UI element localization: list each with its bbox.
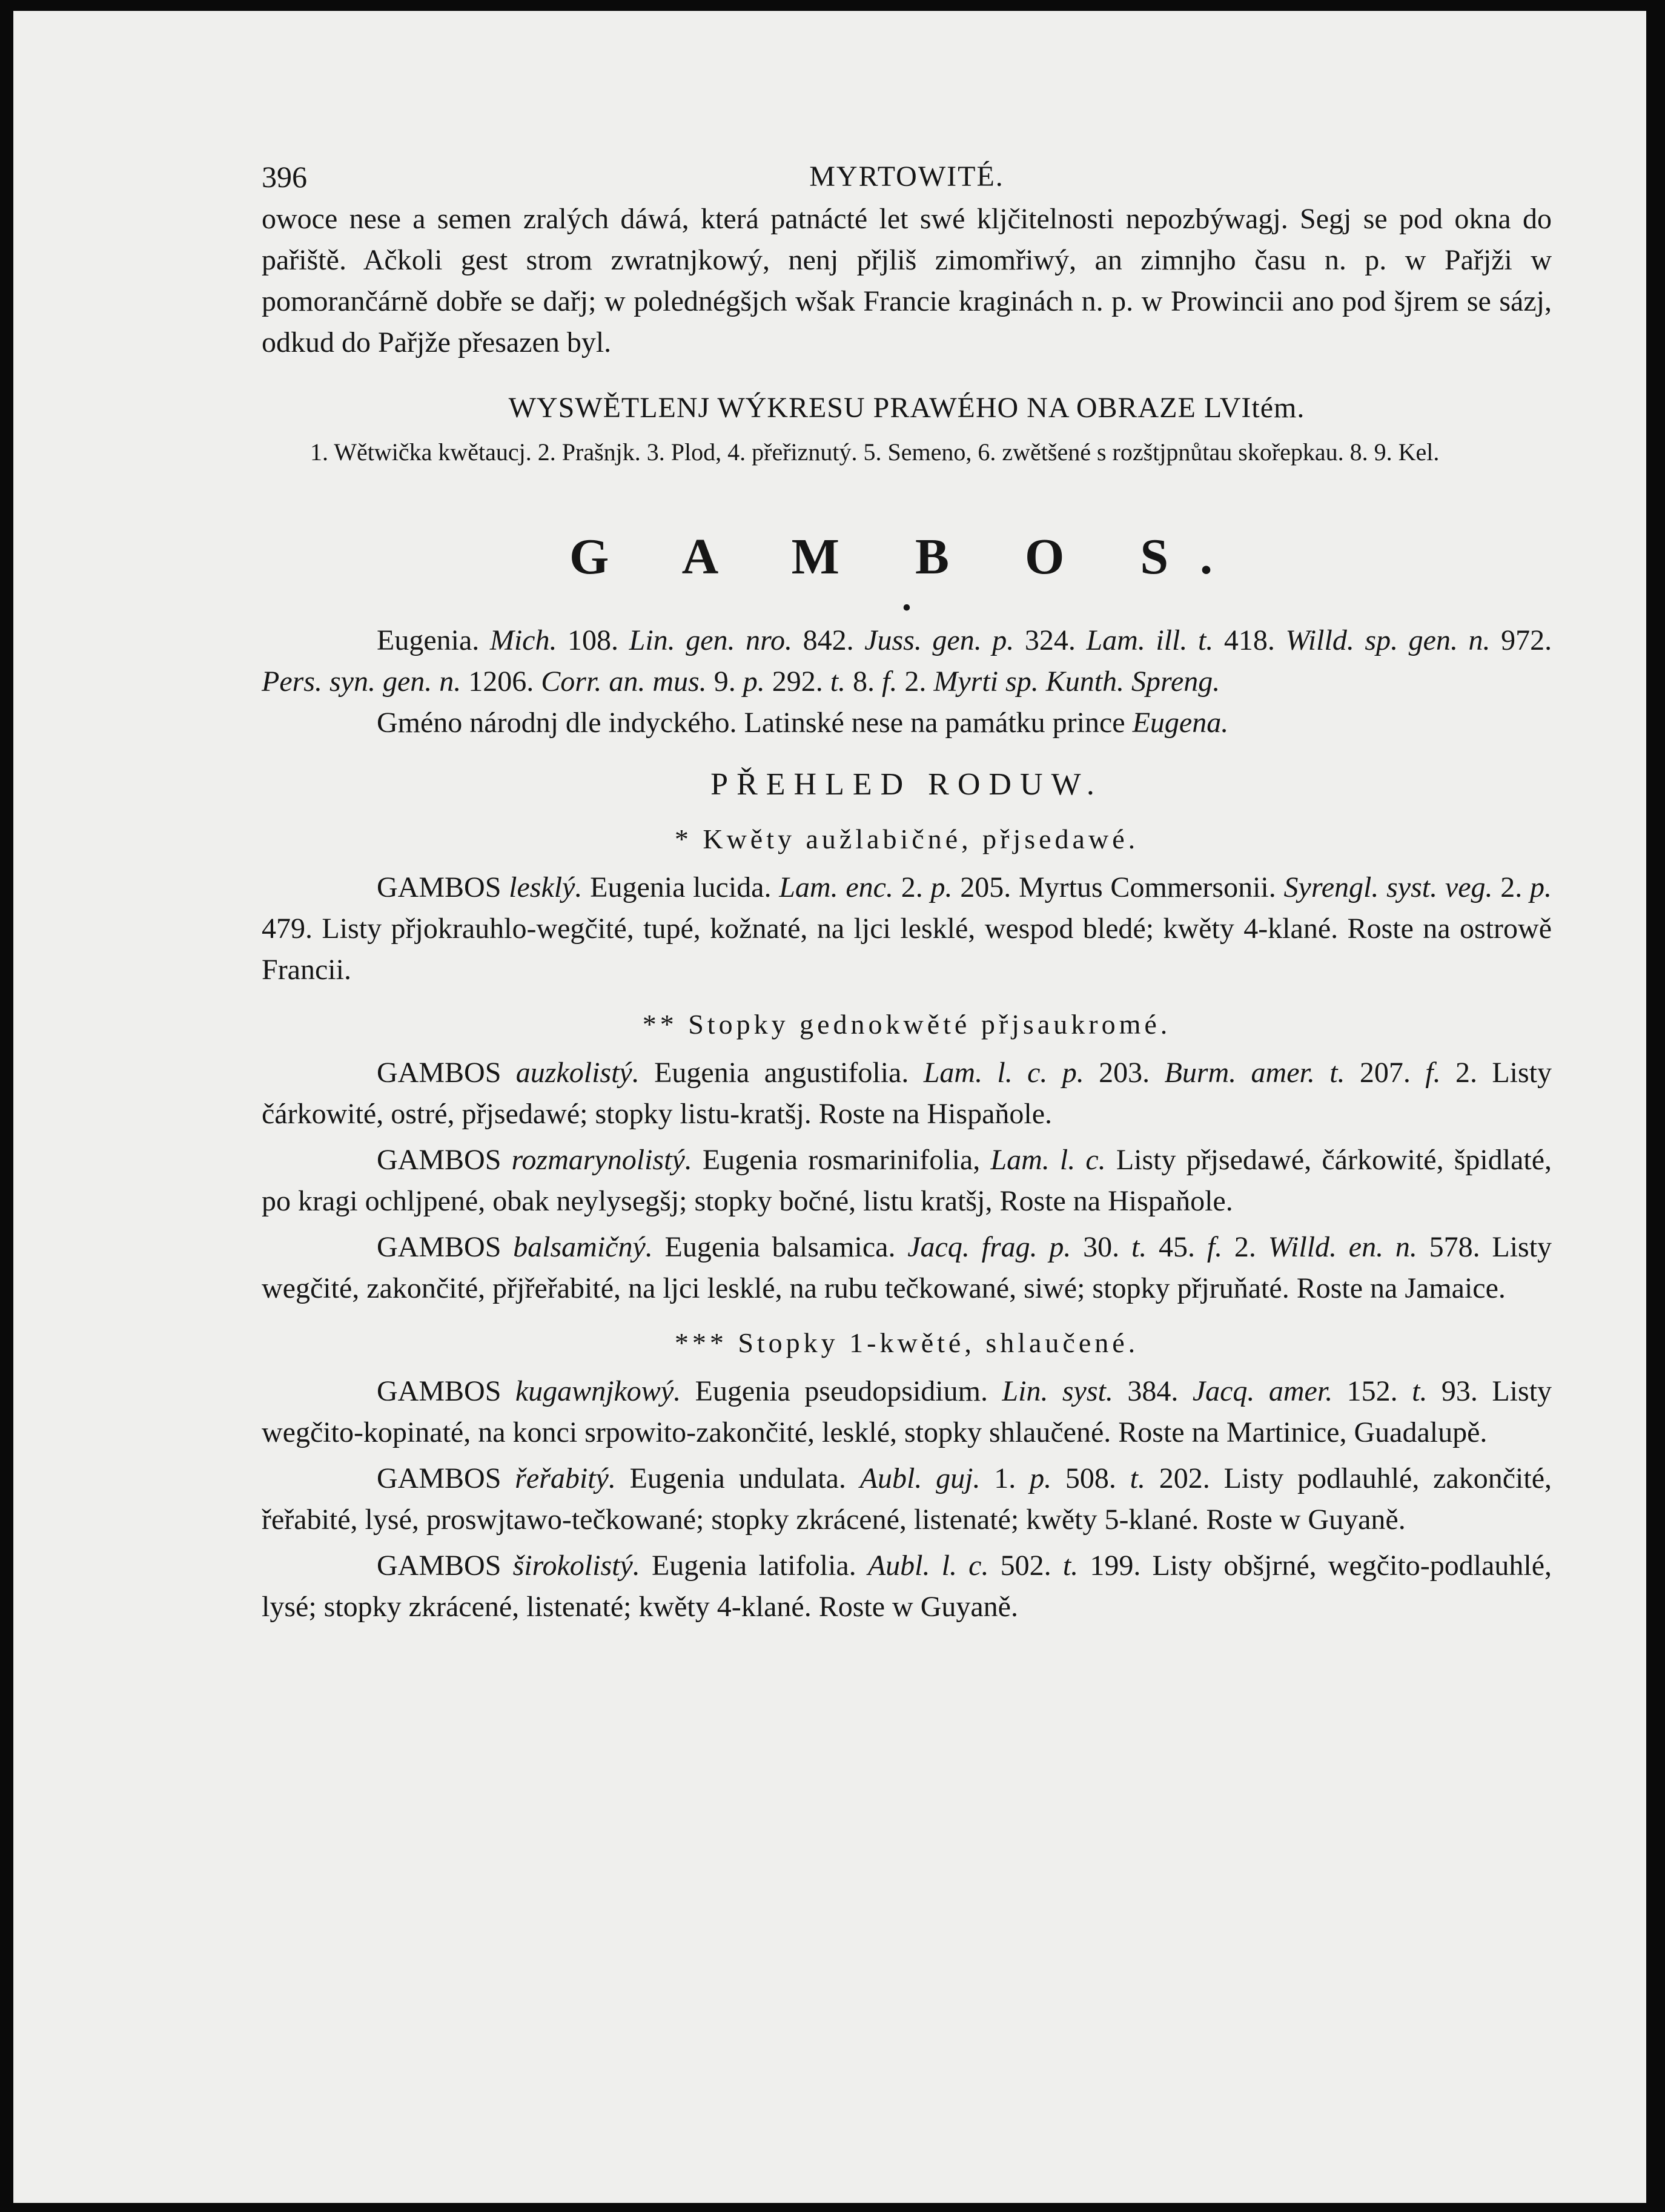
subsection-heading: *** Stopky 1-kwěté, shlaučené.	[674, 1327, 1139, 1358]
species-entry: GAMBOS kugawnjkowý. Eugenia pseudopsidium. Lin. syst. 384. Jacq. amer. 152. t. 93. Listy wegčito-kopinaté, na konci srpowito-zakončité, lesklé, stopky shlaučené. Roste na Martinice, Guadalupě.	[262, 1375, 1552, 1448]
running-head: MYRTOWITÉ.	[809, 160, 1004, 193]
subsection-heading: * Kwěty aužlabičné, přjsedawé.	[674, 824, 1139, 854]
species-entry: GAMBOS řeřabitý. Eugenia undulata. Aubl. guj. 1. p. 508. t. 202. Listy podlauhlé, zakončité, řeřabité, lysé, proswjtawo-tečkowané; stopky zkrácené, listenaté; kwěty 5-klané. Roste w Guyaně.	[262, 1462, 1552, 1536]
species-entry: GAMBOS auzkolistý. Eugenia angustifolia. Lam. l. c. p. 203. Burm. amer. t. 207. f. 2. Listy čárkowité, ostré, přjsedawé; stopky listu-kratšj. Roste na Hispaňole.	[262, 1057, 1552, 1130]
species-entry: GAMBOS balsamičný. Eugenia balsamica. Jacq. frag. p. 30. t. 45. f. 2. Willd. en. n. 578. Listy wegčité, zakončité, přjřeřabité, na ljci lesklé, na rubu tečkowané, siwé; stopky přjruňaté. Roste na Jamaice.	[262, 1231, 1552, 1304]
page-content	[262, 144, 1552, 1633]
subsection-heading: ** Stopky gednokwěté přjsaukromé.	[642, 1009, 1171, 1040]
genus-ornament: •	[902, 593, 912, 622]
species-entry: GAMBOS rozmarynolistý. Eugenia rosmarinifolia, Lam. l. c. Listy přjsedawé, čárkowité, špidlaté, po kragi ochljpené, obak neylysegšj; stopky bočné, listu kratšj, Roste na Hispaňole.	[262, 1144, 1552, 1217]
overview-title: PŘEHLED RODUW.	[710, 767, 1103, 802]
species-entry: GAMBOS lesklý. Eugenia lucida. Lam. enc. 2. p. 205. Myrtus Commersonii. Syrengl. syst. veg. 2. p. 479. Listy přjokrauhlo-wegčité, tupé, kožnaté, na ljci lesklé, wespod bledé; kwěty 4-klané. Roste na ostrowě Francii.	[262, 871, 1552, 986]
explanation-title: WYSWĚTLENJ WÝKRESU PRAWÉHO NA OBRAZE LVItém.	[508, 392, 1305, 424]
explanation-text: 1. Wětwička kwětaucj. 2. Prašnjk. 3. Plod, 4. přeřiznutý. 5. Semeno, 6. zwětšené s rozštjpnůtau skořepkau. 8. 9. Kel.	[310, 438, 1440, 466]
page-number: 396	[262, 160, 307, 194]
species-entry: GAMBOS širokolistý. Eugenia latifolia. Aubl. l. c. 502. t. 199. Listy obšjrné, wegčito-podlauhlé, lysé; stopky zkrácené, listenaté; kwěty 4-klané. Roste w Guyaně.	[262, 1550, 1552, 1623]
genus-naming: Gméno národnj dle indyckého. Latinské nese na památku prince Eugena.	[377, 707, 1229, 739]
genus-title: G A M B O S.	[569, 529, 1245, 585]
page-header	[262, 144, 1552, 199]
intro-paragraph: owoce nese a semen zralých dáwá, která patnácté let swé kljčitelnosti nepozbýwagj. Segj se pod okna do pařiště. Ačkoli gest strom zwratnjkowý, nenj přjliš zimomřiwý, an zimnjho času n. p. w Pařjži w pomorančárně dobře se dařj; w polednégšjch wšak Francie kraginách n. p. w Prowincii ano pod šjrem se sázj, odkud do Pařjže přesazen byl.	[262, 203, 1552, 358]
scanned-page	[13, 11, 1646, 2203]
genus-synonymy: Eugenia. Mich. 108. Lin. gen. nro. 842. Juss. gen. p. 324. Lam. ill. t. 418. Willd. sp. gen. n. 972. Pers. syn. gen. n. 1206. Corr. an. mus. 9. p. 292. t. 8. f. 2. Myrti sp. Kunth. Spreng.	[262, 624, 1552, 698]
